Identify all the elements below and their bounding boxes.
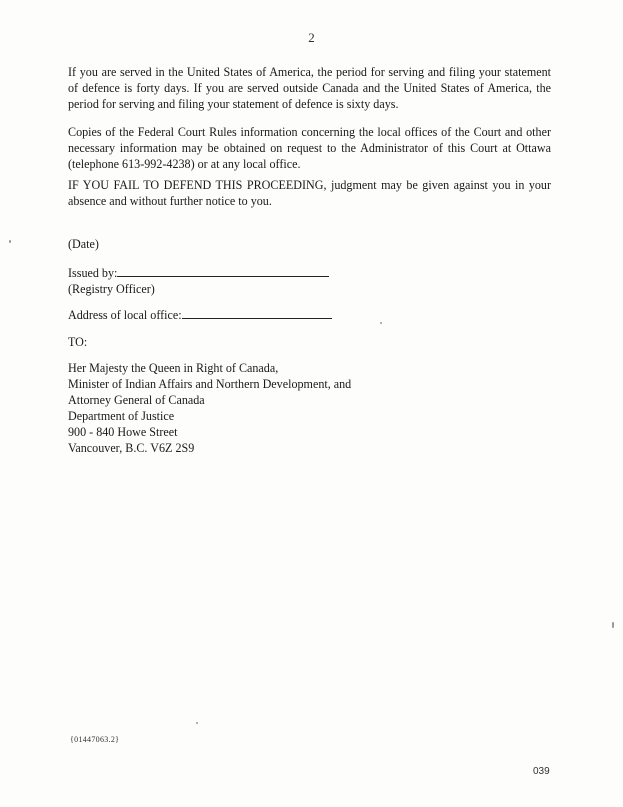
document-id: {01447063.2}: [70, 735, 120, 744]
scan-speck: [612, 622, 614, 628]
issued-by-label: Issued by:: [68, 266, 118, 280]
local-office-field: [68, 307, 332, 323]
scan-speck: [196, 722, 198, 724]
paragraph-fail-to-defend: IF YOU FAIL TO DEFEND THIS PROCEEDING, judgment may be given against you in your absence and without further notice to you.: [68, 178, 551, 208]
addressee-line: 900 - 840 Howe Street: [68, 425, 178, 439]
paragraph-rules-info: Copies of the Federal Court Rules information concerning the local offices of the Court and other necessary information may be obtained on request to the Administrator of this Court at Ottawa (telephone 613-992-4238) or at any local office.: [68, 125, 551, 171]
issued-by-field: [68, 265, 329, 281]
addressee-line: Department of Justice: [68, 409, 175, 423]
to-label: TO:: [68, 335, 88, 349]
addressee-line: Attorney General of Canada: [68, 393, 205, 407]
addressee-line: Vancouver, B.C. V6Z 2S9: [68, 441, 195, 455]
addressee-line: Her Majesty the Queen in Right of Canada,: [68, 361, 279, 375]
paragraph-service-period: If you are served in the United States of America, the period for serving and filing your statement of defence is forty days. If you are served outside Canada and the United States of America, the period for serving and filing your statement of defence is sixty days.: [68, 65, 551, 111]
scan-speck: [380, 322, 382, 324]
registry-officer-label: (Registry Officer): [68, 282, 155, 296]
local-office-label: Address of local office:: [68, 308, 182, 322]
addressee-line: Minister of Indian Affairs and Northern Development, and: [68, 377, 352, 391]
addressee-block: [68, 360, 351, 456]
scan-speck: [9, 240, 11, 243]
date-label: (Date): [68, 237, 99, 251]
page-number: 2: [308, 30, 315, 45]
page-stamp: 039: [533, 766, 550, 777]
issued-by-signature-line: [117, 265, 329, 277]
local-office-blank-line: [182, 307, 332, 319]
